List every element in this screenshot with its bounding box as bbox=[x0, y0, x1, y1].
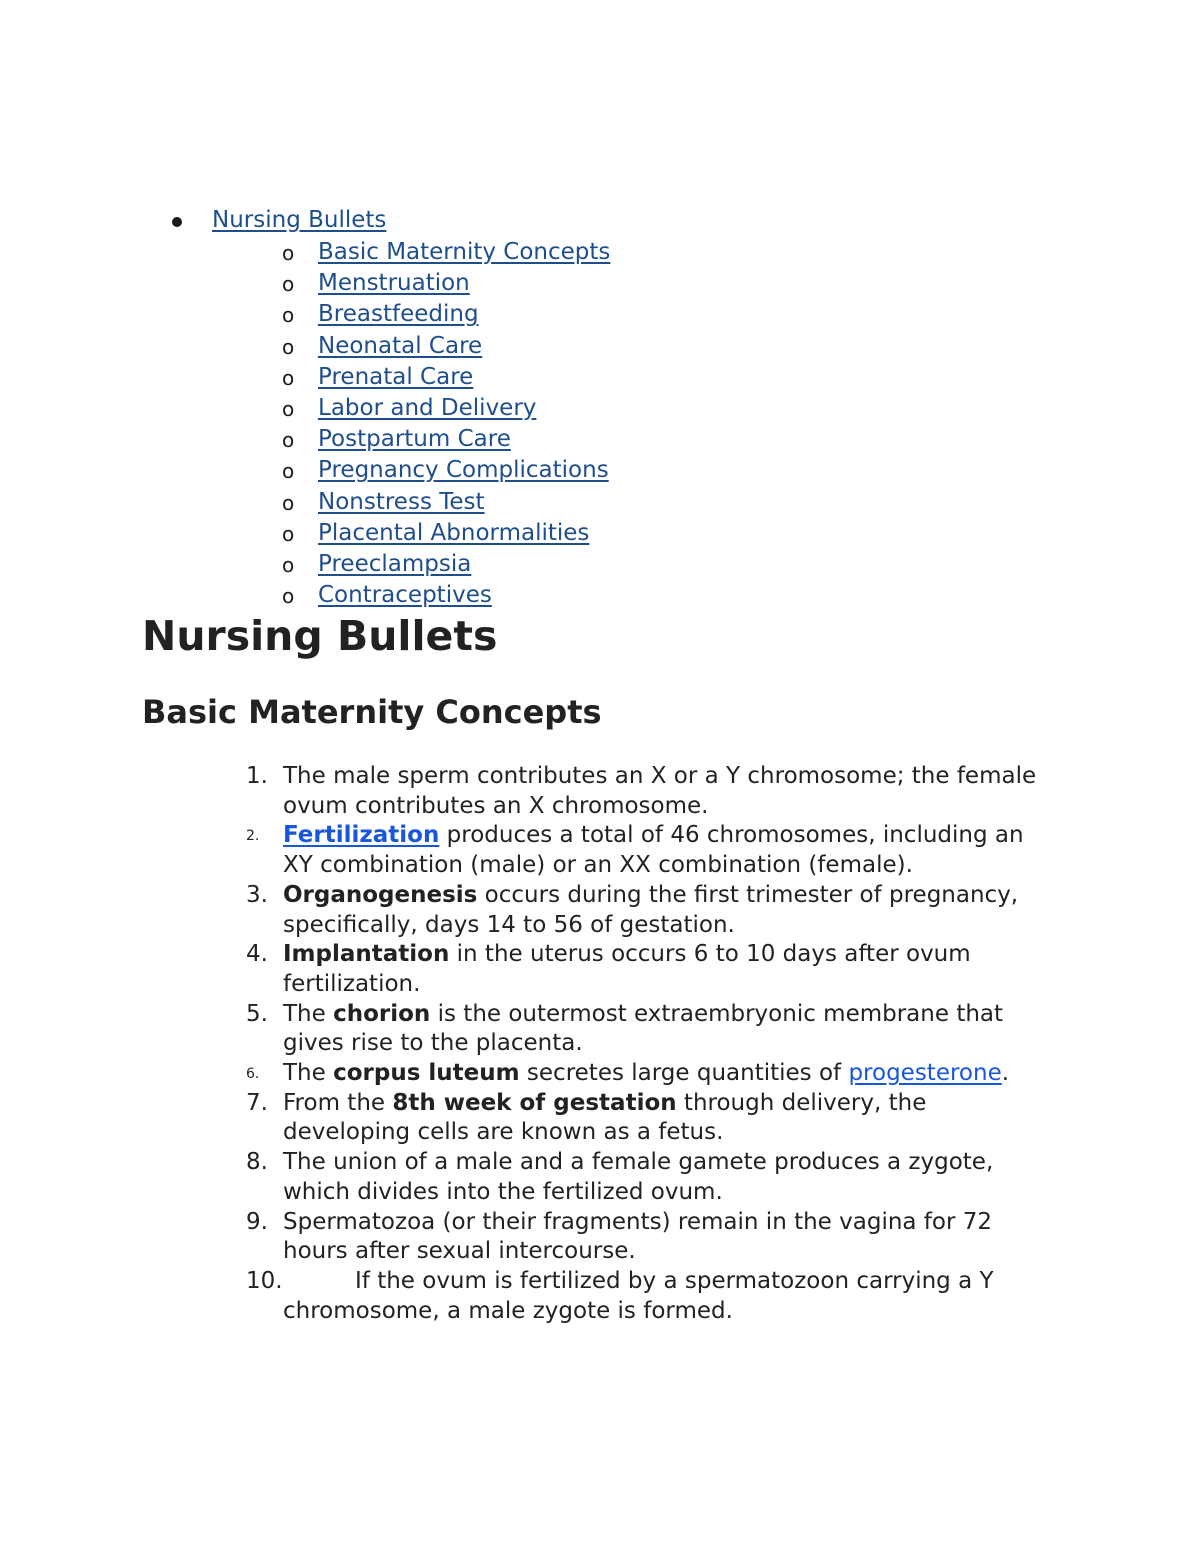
item-bold-term: Implantation bbox=[283, 941, 450, 968]
bullet-circle-icon: o bbox=[282, 490, 295, 515]
toc-link-postpartum-care[interactable]: Postpartum Care bbox=[318, 426, 511, 453]
toc-subitem bbox=[0, 517, 1200, 548]
bullet-circle-icon: o bbox=[282, 459, 295, 484]
toc-link-breastfeeding[interactable]: Breastfeeding bbox=[318, 301, 479, 328]
item-number: 7. bbox=[246, 1089, 268, 1116]
toc-top-item bbox=[0, 204, 1200, 236]
list-item bbox=[0, 1208, 1053, 1267]
item-bold-term: Organogenesis bbox=[283, 881, 478, 908]
progesterone-link[interactable]: progesterone bbox=[848, 1060, 1002, 1087]
item-number: 6. bbox=[246, 1066, 260, 1083]
bullet-circle-icon: o bbox=[282, 428, 295, 453]
toc-subitem bbox=[0, 548, 1200, 579]
item-bold-term: corpus luteum bbox=[333, 1060, 520, 1087]
item-text-suffix: . bbox=[1001, 1060, 1010, 1087]
section-heading: Basic Maternity Concepts bbox=[142, 693, 602, 731]
toc-link-basic-maternity-concepts[interactable]: Basic Maternity Concepts bbox=[318, 239, 611, 265]
list-item bbox=[0, 1267, 1053, 1326]
toc-subitem bbox=[0, 361, 1200, 392]
item-bold-term: chorion bbox=[333, 1000, 431, 1027]
bullet-circle-icon: o bbox=[282, 241, 295, 265]
toc-subitem bbox=[0, 267, 1200, 298]
item-number: 8. bbox=[246, 1149, 268, 1176]
toc-link-menstruation[interactable]: Menstruation bbox=[318, 270, 470, 297]
toc-subitem bbox=[0, 579, 1200, 610]
toc-link-placental-abnormalities[interactable]: Placental Abnormalities bbox=[318, 519, 590, 546]
toc-link-labor-and-delivery[interactable]: Labor and Delivery bbox=[318, 394, 537, 421]
toc-link-neonatal-care[interactable]: Neonatal Care bbox=[318, 332, 483, 359]
list-item bbox=[0, 1059, 1053, 1089]
bullet-circle-icon: o bbox=[282, 365, 295, 390]
toc-subitem bbox=[0, 486, 1200, 517]
item-text: If the ovum is fertilized by a spermatozoon carrying a Y chromosome, a male zygote is formed. bbox=[283, 1267, 994, 1324]
item-text-prefix: The bbox=[283, 1060, 334, 1087]
list-item bbox=[0, 762, 1053, 821]
bullet-circle-icon: o bbox=[282, 552, 295, 577]
fertilization-link[interactable]: Fertilization bbox=[283, 822, 440, 849]
item-text: The union of a male and a female gamete produces a zygote, which divides into the fertilized ovum. bbox=[283, 1149, 994, 1205]
item-text: produces a total of 46 chromosomes, including an XY combination (male) or an XX combination (female). bbox=[283, 822, 1024, 879]
item-text: is the outermost extraembryonic membrane that gives rise to the placenta. bbox=[283, 1000, 1004, 1057]
item-text: secretes large quantities of bbox=[519, 1060, 849, 1087]
item-number: 9. bbox=[246, 1208, 268, 1235]
item-text: occurs during the first trimester of pregnancy, specifically, days 14 to 56 of gestation. bbox=[283, 881, 1019, 938]
list-item bbox=[0, 940, 1053, 999]
bullet-circle-icon: o bbox=[282, 584, 295, 609]
list-item bbox=[0, 1000, 1053, 1059]
toc-subitem bbox=[0, 330, 1200, 361]
toc-link-nursing-bullets[interactable]: Nursing Bullets bbox=[212, 207, 387, 233]
toc-link-preeclampsia[interactable]: Preeclampsia bbox=[318, 550, 472, 577]
item-text: The male sperm contributes an X or a Y chromosome; the female ovum contributes an X chromosome. bbox=[283, 763, 1037, 819]
toc-subitem bbox=[0, 423, 1200, 454]
item-text-prefix: From the bbox=[283, 1089, 393, 1116]
item-number: 10. bbox=[246, 1267, 283, 1294]
item-bold-term: 8th week of gestation bbox=[392, 1089, 677, 1116]
toc-link-prenatal-care[interactable]: Prenatal Care bbox=[318, 363, 474, 390]
toc-link-contraceptives[interactable]: Contraceptives bbox=[318, 582, 492, 609]
bullet-circle-icon: o bbox=[282, 272, 295, 297]
toc-subitem bbox=[0, 392, 1200, 423]
toc-subitem bbox=[0, 236, 1200, 267]
item-text: Spermatozoa (or their fragments) remain in the vagina for 72 hours after sexual intercourse. bbox=[283, 1208, 993, 1265]
item-text-prefix: The bbox=[283, 1000, 334, 1027]
item-number: 5. bbox=[246, 1000, 268, 1027]
bullet-circle-icon: o bbox=[282, 396, 295, 421]
list-item bbox=[0, 821, 1053, 880]
table-of-contents bbox=[0, 204, 1200, 610]
bullet-circle-icon: o bbox=[282, 334, 295, 359]
item-number: 4. bbox=[246, 941, 268, 968]
concepts-list bbox=[0, 762, 1200, 1326]
toc-link-pregnancy-complications[interactable]: Pregnancy Complications bbox=[318, 457, 609, 484]
item-text: in the uterus occurs 6 to 10 days after ovum fertilization. bbox=[283, 941, 971, 997]
bullet-circle-icon: o bbox=[282, 521, 295, 546]
list-item bbox=[0, 881, 1053, 940]
list-item bbox=[0, 1089, 1053, 1148]
toc-subitem bbox=[0, 298, 1200, 329]
item-number: 2. bbox=[246, 828, 260, 845]
toc-link-nonstress-test[interactable]: Nonstress Test bbox=[318, 488, 485, 515]
list-item bbox=[0, 1148, 1053, 1207]
item-text: through delivery, the developing cells are known as a fetus. bbox=[283, 1089, 927, 1146]
page-title: Nursing Bullets bbox=[142, 612, 498, 660]
toc-subitem bbox=[0, 454, 1200, 485]
bullet-circle-icon: o bbox=[282, 303, 295, 328]
bullet-disc-icon bbox=[172, 217, 182, 227]
item-number: 1. bbox=[246, 763, 268, 789]
item-number: 3. bbox=[246, 881, 268, 908]
toc-sublist bbox=[0, 236, 1200, 610]
